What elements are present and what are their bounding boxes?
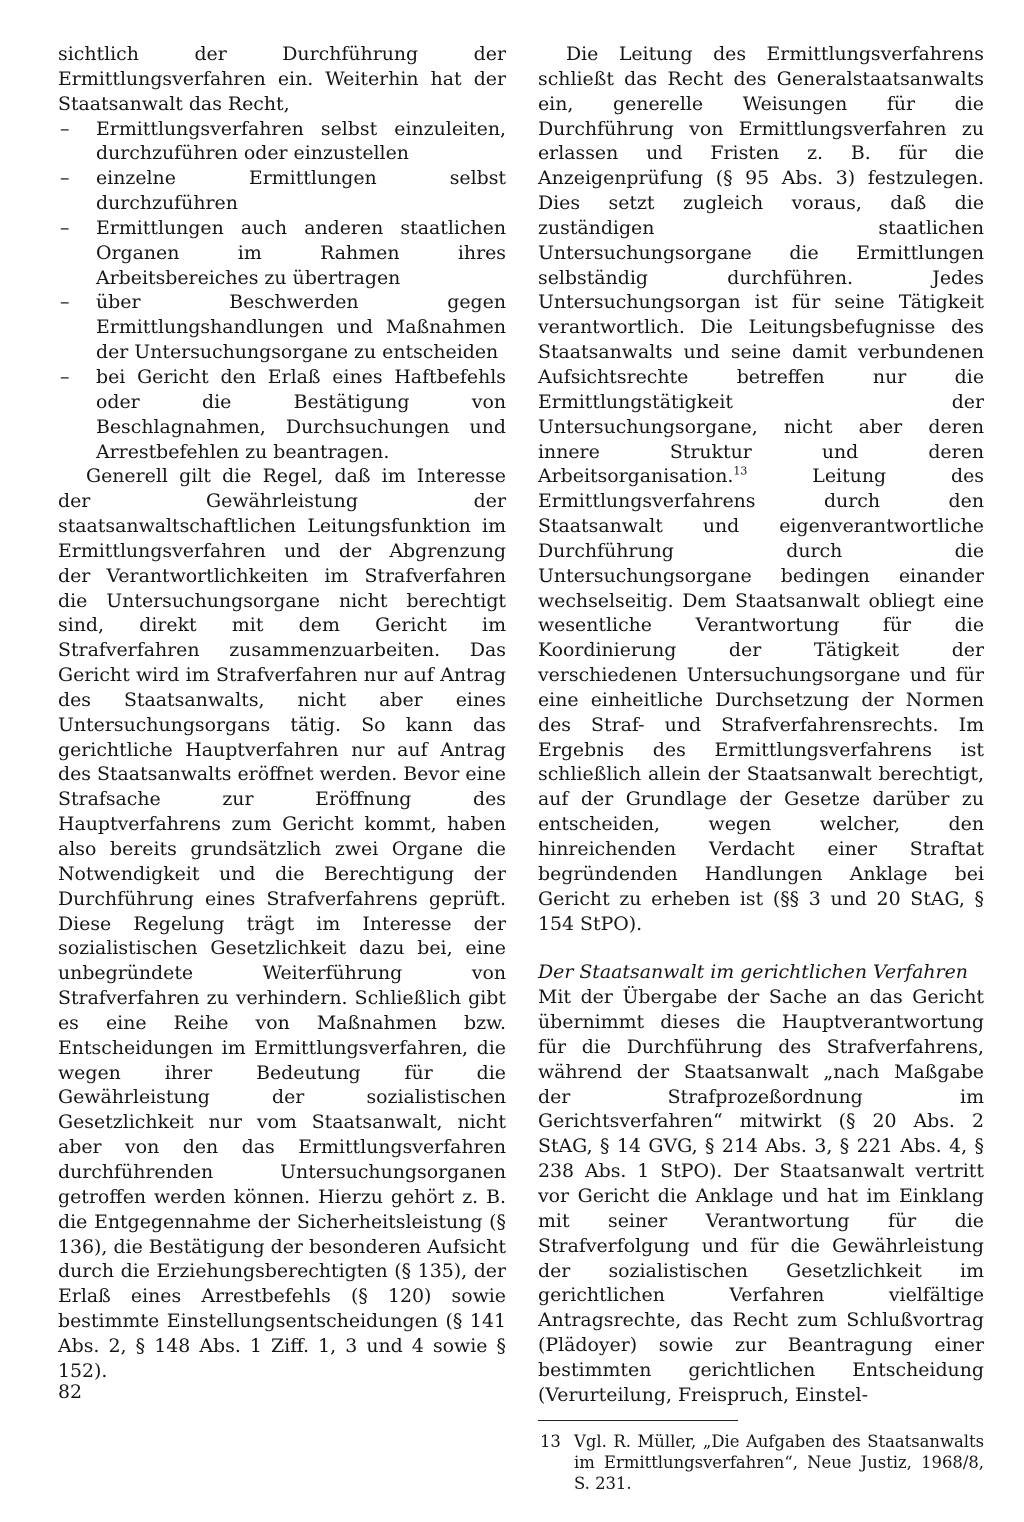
list-item-text: einzelne Ermittlungen selbst durchzuführen — [96, 167, 506, 215]
list-item — [58, 290, 506, 365]
right-column — [538, 42, 984, 1494]
paragraph-text: Die Leitung des Ermittlungsverfahrens schließt das Recht des Generalstaatsanwalts ein, generelle Weisungen für die Durchführung von Ermittlungsverfahren zu erlassen und Fristen z. B. für die Anzeigenprüfung (§ 95 Abs. 3) festzulegen. Dies setzt zugleich voraus, daß die zuständigen staatlichen Untersuchungsorgane die Ermittlungen selbständig durchführen. Jedes Untersuchungsorgan ist für seine Tätigkeit verantwortlich. Die Leitungsbefugnisse des Staatsanwalts und seine damit verbundenen Aufsichtsrechte betreffen nur die Ermittlungstätigkeit der Untersuchungsorgane, nicht aber deren innere Struktur und deren Arbeitsorganisation. — [538, 43, 984, 488]
footnote-divider — [538, 1420, 738, 1421]
right-paragraph-1 — [538, 42, 984, 936]
dash-bullet: – — [60, 291, 70, 314]
left-column — [58, 42, 506, 1384]
dash-bullet: – — [60, 365, 70, 388]
footnote-reference[interactable]: 13 — [733, 465, 748, 479]
left-main-paragraph: Generell gilt die Regel, daß im Interesse der Gewährleistung der staatsanwaltschaftlichen Leitungsfunktion im Ermittlungsverfahren und der Abgrenzung der Verantwortlichkeiten im Strafverfahren die Untersuchungsorgane nicht berechtigt sind, direkt mit dem Gericht im Strafverfahren zusammenzuarbeiten. Das Gericht wird im Strafverfahren nur auf Antrag des Staatsanwalts, nicht aber eines Untersuchungsorgans tätig. So kann das gerichtliche Hauptverfahren nur auf Antrag des Staatsanwalts eröffnet werden. Bevor eine Strafsache zur Eröffnung des Hauptverfahrens zum Gericht kommt, haben also bereits grundsätzlich zwei Organe die Notwendigkeit und die Berechtigung der Durchführung eines Strafverfahrens geprüft. Diese Regelung trägt im Interesse der sozialistischen Gesetzlichkeit dazu bei, eine unbegründete Weiterführung von Strafverfahren zu verhindern. Schließlich gibt es eine Reihe von Maßnahmen bzw. Entscheidungen im Ermittlungsverfahren, die wegen ihrer Bedeutung für die Gewährleistung der sozialistischen Gesetzlichkeit nur vom Staatsanwalt, nicht aber von den das Ermittlungsverfahren durchführenden Untersuchungsorganen getroffen werden können. Hierzu gehört z. B. die Entgegennahme der Sicherheitsleistung (§ 136), die Bestätigung der besonderen Aufsicht durch die Erziehungsberechtigten (§ 135), der Erlaß eines Arrestbefehls (§ 120) sowie bestimmte Einstellungsentscheidungen (§ 141 Abs. 2, § 148 Abs. 1 Ziff. 1, 3 und 4 sowie § 152). — [58, 465, 506, 1382]
list-item-text: bei Gericht den Erlaß eines Haftbefehls oder die Bestätigung von Beschlagnahmen, Durchsuchungen und Arrestbefehlen zu beantragen. — [96, 365, 506, 463]
dash-bullet: – — [60, 167, 70, 190]
list-item-text: Ermittlungen auch anderen staatlichen Organen im Rahmen ihres Arbeitsbereiches zu übertragen — [96, 216, 506, 289]
list-item-text: Ermittlungsverfahren selbst einzuleiten, durchzuführen oder einzustellen — [96, 117, 506, 165]
list-item — [58, 365, 506, 464]
page-number: 82 — [58, 1381, 83, 1403]
list-item — [58, 117, 506, 167]
dash-bullet: – — [60, 117, 70, 140]
paragraph-text: Leitung des Ermittlungsverfahrens durch den Staatsanwalt und eigenverantwortliche Durchführung durch die Untersuchungsorgane bedingen einander wechselseitig. Dem Staatsanwalt obliegt eine wesentliche Verantwortung für die Koordinierung der Tätigkeit der verschiedenen Untersuchungsorgane und für eine einheitliche Durchsetzung der Normen des Straf- und Strafverfahrensrechts. Im Ergebnis des Ermittlungsverfahrens ist schließlich allein der Staatsanwalt berechtigt, auf der Grundlage der Gesetze darüber zu entscheiden, wegen welcher, den hinreichenden Verdacht einer Straftat begründenden Handlungen Anklage bei Gericht zu erheben ist (§§ 3 und 20 StAG, § 154 StPO). — [538, 465, 984, 935]
left-intro-paragraph: sichtlich der Durchführung der Ermittlungsverfahren ein. Weiterhin hat der Staatsanwalt das Recht, — [58, 43, 506, 115]
right-paragraph-2: Mit der Übergabe der Sache an das Gericht übernimmt dieses die Hauptverantwortung für die Durchführung des Strafverfahrens, während der Staatsanwalt „nach Maßgabe der Strafprozeßordnung im Gerichtsverfahren“ mitwirkt (§ 20 Abs. 2 StAG, § 14 GVG, § 214 Abs. 3, § 221 Abs. 4, § 238 Abs. 1 StPO). Der Staatsanwalt vertritt vor Gericht die Anklage und hat im Einklang mit seiner Verantwortung für die Strafverfolgung und für die Gewährleistung der sozialistischen Gesetzlichkeit im gerichtlichen Verfahren vielfältige Antragsrechte, das Recht zum Schlußvortrag (Plädoyer) sowie zur Beantragung einer bestimmten gerichtlichen Entscheidung (Verurteilung, Freispruch, Einstel- — [538, 986, 984, 1406]
footnote-text: Vgl. R. Müller, „Die Aufgaben des Staatsanwalts im Ermittlungsverfahren“, Neue Justiz, 1968/8, S. 231. — [574, 1431, 984, 1493]
list-item-text: über Beschwerden gegen Ermittlungshandlungen und Maßnahmen der Untersuchungsorgane zu entscheiden — [96, 291, 506, 364]
list-item — [58, 216, 506, 291]
footnote-number: 13 — [540, 1431, 561, 1451]
footnote — [538, 1431, 984, 1494]
section-heading: Der Staatsanwalt im gerichtlichen Verfahren — [538, 961, 968, 984]
dash-bullet: – — [60, 216, 70, 239]
list-item — [58, 166, 506, 216]
rights-list — [58, 117, 506, 465]
